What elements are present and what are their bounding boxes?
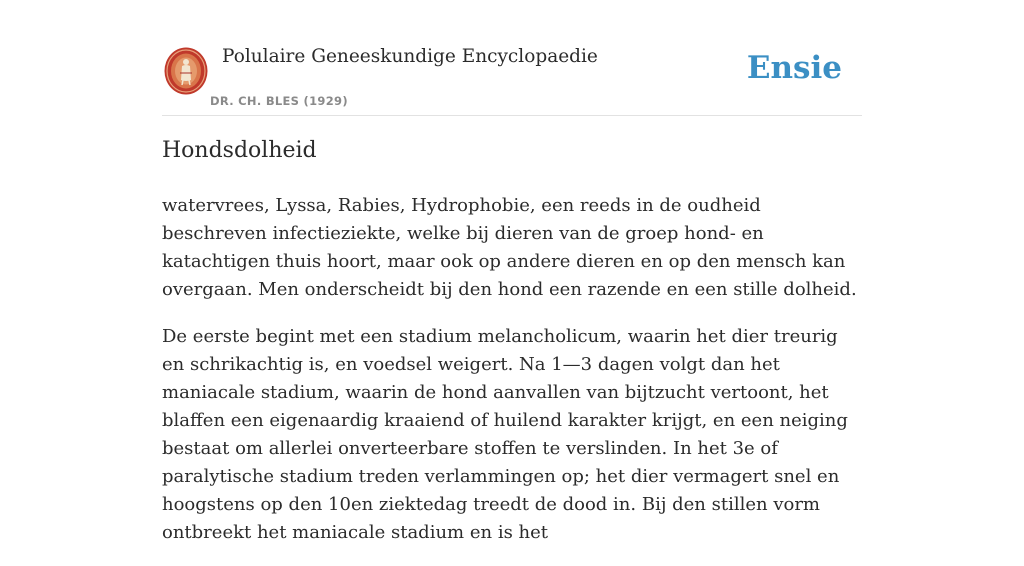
article-paragraph: watervrees, Lyssa, Rabies, Hydrophobie, een reeds in de oudheid beschreven infectieziekte, welke bij dieren van de groep hond- en katachtigen thuis hoort, maar ook op andere dieren en op den mensch kan overgaan. Men onderscheidt bij den hond een razende en een stille dolheid. xyxy=(162,195,857,300)
article-body xyxy=(162,192,862,566)
book-author: DR. CH. BLES (1929) xyxy=(210,94,348,108)
article-headword: Hondsdolheid xyxy=(162,138,317,163)
book-title[interactable]: Polulaire Geneeskundige Encyclopaedie xyxy=(222,46,598,67)
book-cover-icon[interactable] xyxy=(164,47,208,95)
header xyxy=(162,40,862,116)
brand-logo[interactable]: Ensie xyxy=(746,50,842,86)
article-paragraph: De eerste begint met een stadium melancholicum, waarin het dier treurig en schrikachtig is, en voedsel weigert. Na 1—3 dagen volgt dan het maniacale stadium, waarin de hond aanvallen van bijtzucht vertoont, het blaffen een eigenaardig kraaiend of huilend karakter krijgt, en een neiging bestaat om allerlei onverteerbare stoffen te verslinden. In het 3e of paralytische stadium treden verlammingen op; het dier vermagert snel en hoogstens op den 10en ziektedag treedt de dood in. Bij den stillen vorm ontbreekt het maniacale stadium en is het xyxy=(162,326,848,543)
